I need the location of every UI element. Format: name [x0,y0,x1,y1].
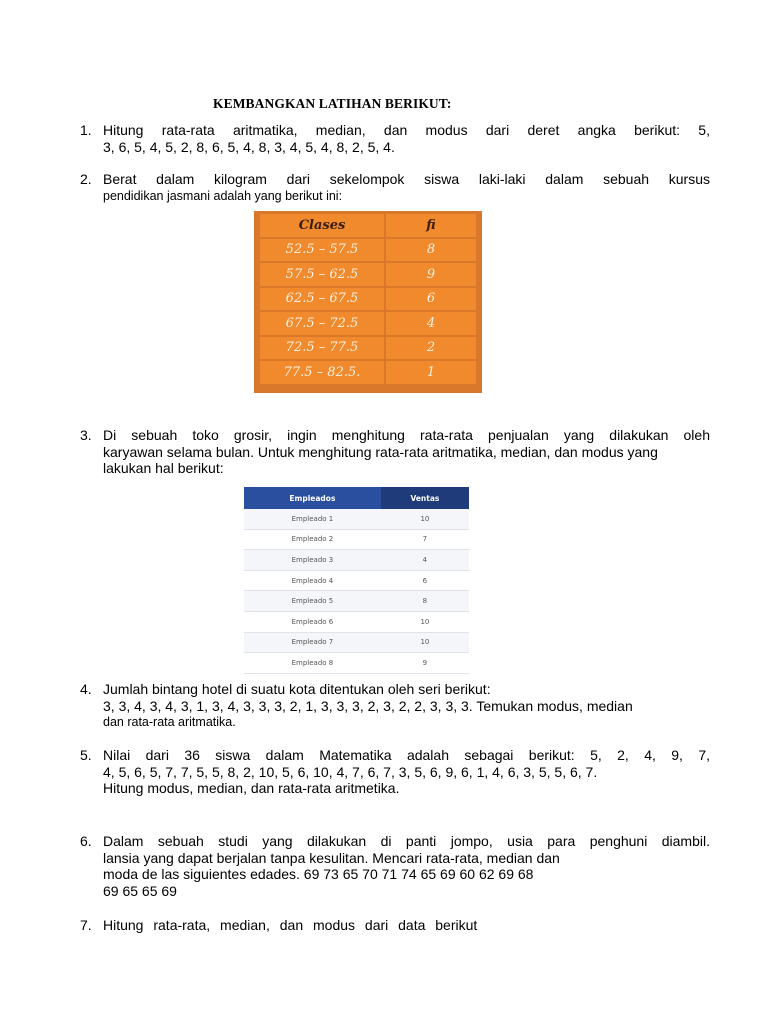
table-row [244,653,469,674]
question-text-line: 69 65 65 69 [103,882,177,899]
question-text-line: moda de las siguientes edades. 69 73 65 70 71 74 65 69 60 62 69 68 [103,866,534,882]
question-text-line: Di sebuah toko grosir, ingin menghitung rata-rata penjualan yang dilakukan oleh [103,427,710,443]
table-row [260,263,476,286]
question-number: 1. [80,122,92,138]
table-cell: Empleado 1 [244,509,381,529]
weights-table [254,211,482,393]
table-row [244,570,469,591]
table-row [260,312,476,335]
question-2 [80,171,710,204]
table-cell: 10 [381,632,469,653]
table-row [244,591,469,612]
question-text-line: 4, 5, 6, 5, 7, 7, 5, 5, 8, 2, 10, 5, 6, 10, 4, 7, 6, 7, 3, 5, 6, 9, 6, 1, 4, 6, 3, 5, 5, 6, 7. [103,763,598,780]
table-cell: 67.5 – 72.5 [260,312,384,335]
table-cell: 62.5 – 67.5 [260,288,384,311]
table-cell: 4 [386,312,476,335]
question-text-line: lansia yang dapat berjalan tanpa kesulitan. Mencari rata-rata, median dan [103,849,560,866]
question-text-line: Nilai dari 36 siswa dalam Matematika adalah sebagai berikut: 5, 2, 4, 9, 7, [103,747,710,763]
question-text-line: karyawan selama bulan. Untuk menghitung rata-rata aritmatika, median, dan modus yang [103,443,658,460]
question-number: 4. [80,681,92,697]
table-cell: 6 [381,570,469,591]
table-cell: Empleado 8 [244,653,381,674]
question-4 [80,681,710,731]
question-number: 3. [80,427,92,443]
table-cell: 9 [386,263,476,286]
table-header: Ventas [381,487,469,509]
table-cell: 4 [381,550,469,571]
table-row [244,611,469,632]
question-number: 2. [80,171,92,187]
question-text-line: 3, 3, 4, 3, 4, 3, 1, 3, 4, 3, 3, 3, 2, 1, 3, 3, 3, 2, 3, 2, 2, 3, 3, 3. Temukan modus, median [103,697,633,714]
table-cell: Empleado 7 [244,632,381,653]
table-cell: 2 [386,337,476,360]
table-cell: Empleado 5 [244,591,381,612]
table-row [244,529,469,550]
question-text-line: lakukan hal berikut: [103,460,224,476]
table-cell: Empleado 6 [244,611,381,632]
table-cell: 77.5 – 82.5. [260,361,384,384]
question-6 [80,833,710,899]
table-row [244,509,469,529]
table-row [260,239,476,262]
table-row [244,550,469,571]
table-cell: 57.5 – 62.5 [260,263,384,286]
question-7 [80,917,710,934]
table-cell: 8 [381,591,469,612]
table-cell: Empleado 4 [244,570,381,591]
page-title: KEMBANGKAN LATIHAN BERIKUT: [213,96,452,111]
table-cell: 7 [381,529,469,550]
question-number: 6. [80,833,92,849]
question-text-line: Dalam sebuah studi yang dilakukan di panti jompo, usia para penghuni diambil. [103,833,710,849]
sales-table [244,487,469,674]
question-text-line: Hitung modus, median, dan rata-rata aritmetika. [103,780,400,796]
table-cell: 1 [386,361,476,384]
question-number: 5. [80,747,92,763]
table-row [260,288,476,311]
question-3 [80,427,710,477]
table-cell: 72.5 – 77.5 [260,337,384,360]
table-header: Empleados [244,487,381,509]
question-1 [80,122,710,155]
table-cell: 9 [381,653,469,674]
table-cell: 6 [386,288,476,311]
question-text-line: dan rata-rata aritmatika. [103,715,236,729]
table-row [244,632,469,653]
question-5 [80,747,710,797]
table-cell: 10 [381,509,469,529]
question-text-line: Hitung rata-rata, median, dan modus dari data berikut [103,917,478,933]
table-cell: Empleado 3 [244,550,381,571]
table-cell: 10 [381,611,469,632]
question-text-line: pendidikan jasmani adalah yang berikut ini: [103,188,343,203]
question-number: 7. [80,917,92,933]
table-cell: 8 [386,239,476,262]
table-cell: Empleado 2 [244,529,381,550]
table-row [260,361,476,384]
question-text-line: Berat dalam kilogram dari sekelompok siswa laki-laki dalam sebuah kursus [103,171,710,187]
question-text-line: 3, 6, 5, 4, 5, 2, 8, 6, 5, 4, 8, 3, 4, 5, 4, 8, 2, 5, 4. [103,138,395,155]
table-cell: 52.5 – 57.5 [260,239,384,262]
table-header: Clases [260,214,384,237]
table-row [260,337,476,360]
question-text-line: Hitung rata-rata aritmatika, median, dan modus dari deret angka berikut: 5, [103,122,710,138]
question-text-line: Jumlah bintang hotel di suatu kota ditentukan oleh seri berikut: [103,681,491,697]
table-header: fi [386,214,476,237]
